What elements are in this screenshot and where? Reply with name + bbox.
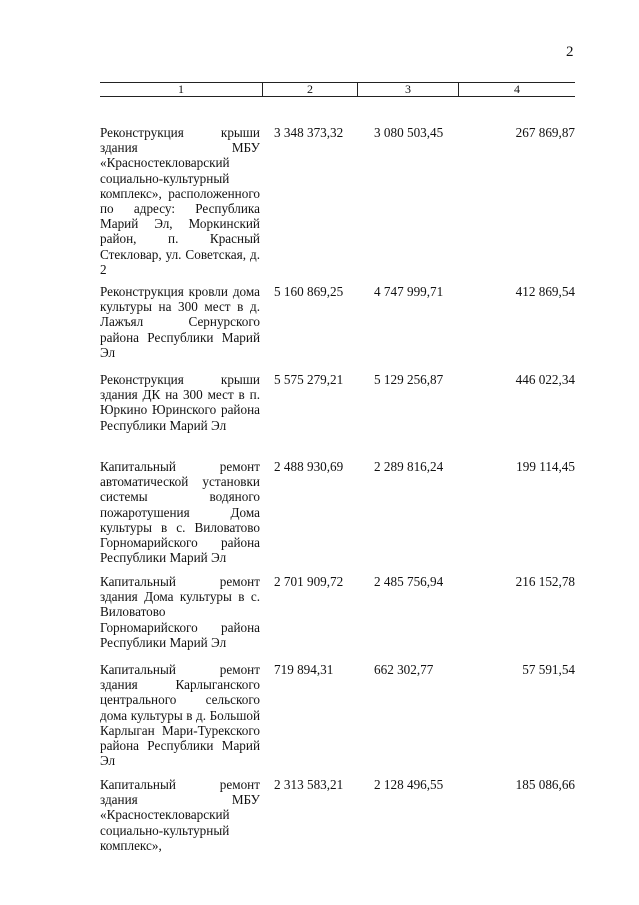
- row-description: Капитальный ремонт здания МБУ «Красностекловарский социально-культурный комплекс»,: [100, 777, 260, 853]
- row-col-3: 2 289 816,24: [374, 459, 444, 474]
- table-header-col-2: 2: [263, 83, 358, 96]
- table-header-col-3: 3: [358, 83, 459, 96]
- row-col-4: 185 086,66: [515, 777, 575, 792]
- row-description: Капитальный ремонт здания Карлыганского центрального сельского дома культуры в д. Большой Карлыган Мари-Турекского района Республики Марий Эл: [100, 662, 260, 769]
- row-description: Реконструкция крыши здания ДК на 300 мест в п. Юркино Юринского района Республики Марий Эл: [100, 372, 260, 433]
- table-row: [100, 662, 575, 768]
- row-col-2: 2 313 583,21: [274, 777, 344, 792]
- table-header-row: [100, 82, 575, 97]
- row-description: Реконструкция кровли дома культуры на 300 мест в д. Лажъял Сернурского района Республики Марий Эл: [100, 284, 260, 360]
- row-col-2: 2 488 930,69: [274, 459, 344, 474]
- funding-table: [100, 82, 575, 853]
- row-col-3: 2 128 496,55: [374, 777, 444, 792]
- table-row: [100, 372, 575, 433]
- table-row: [100, 574, 575, 650]
- row-col-4: 199 114,45: [516, 459, 575, 474]
- row-col-3: 4 747 999,71: [374, 284, 444, 299]
- row-col-4: 446 022,34: [515, 372, 575, 387]
- row-col-3: 5 129 256,87: [374, 372, 444, 387]
- row-col-2: 5 575 279,21: [274, 372, 344, 387]
- table-row: [100, 284, 575, 360]
- table-header-col-4: 4: [514, 82, 520, 96]
- row-description: Капитальный ремонт здания Дома культуры в с. Виловатово Горномарийского района Республики Марий Эл: [100, 574, 260, 650]
- table-row: [100, 125, 575, 277]
- row-description: Капитальный ремонт автоматической установки системы водяного пожаротушения Дома культуры в с. Виловатово Горномарийского района Республики Марий Эл: [100, 459, 260, 566]
- row-col-4: 57 591,54: [522, 662, 575, 677]
- row-col-4: 216 152,78: [515, 574, 575, 589]
- row-col-4: 267 869,87: [515, 125, 575, 140]
- row-col-2: 2 701 909,72: [274, 574, 344, 589]
- row-col-2: 5 160 869,25: [274, 284, 344, 299]
- row-col-3: 3 080 503,45: [374, 125, 444, 140]
- table-row: [100, 777, 575, 853]
- row-col-2: 719 894,31: [274, 662, 334, 677]
- page-number: 2: [566, 44, 574, 60]
- row-col-4: 412 869,54: [515, 284, 575, 299]
- row-col-3: 2 485 756,94: [374, 574, 444, 589]
- row-col-2: 3 348 373,32: [274, 125, 344, 140]
- row-description: Реконструкция крыши здания МБУ «Красностекловарский социально-культурный комплекс», расположенного по адресу: Республика Марий Эл, Моркинский район, п. Красный Стекловар, ул. Советская, д. 2: [100, 125, 260, 277]
- row-col-3: 662 302,77: [374, 662, 434, 677]
- table-header-col-1: 1: [100, 83, 263, 96]
- table-row: [100, 459, 575, 565]
